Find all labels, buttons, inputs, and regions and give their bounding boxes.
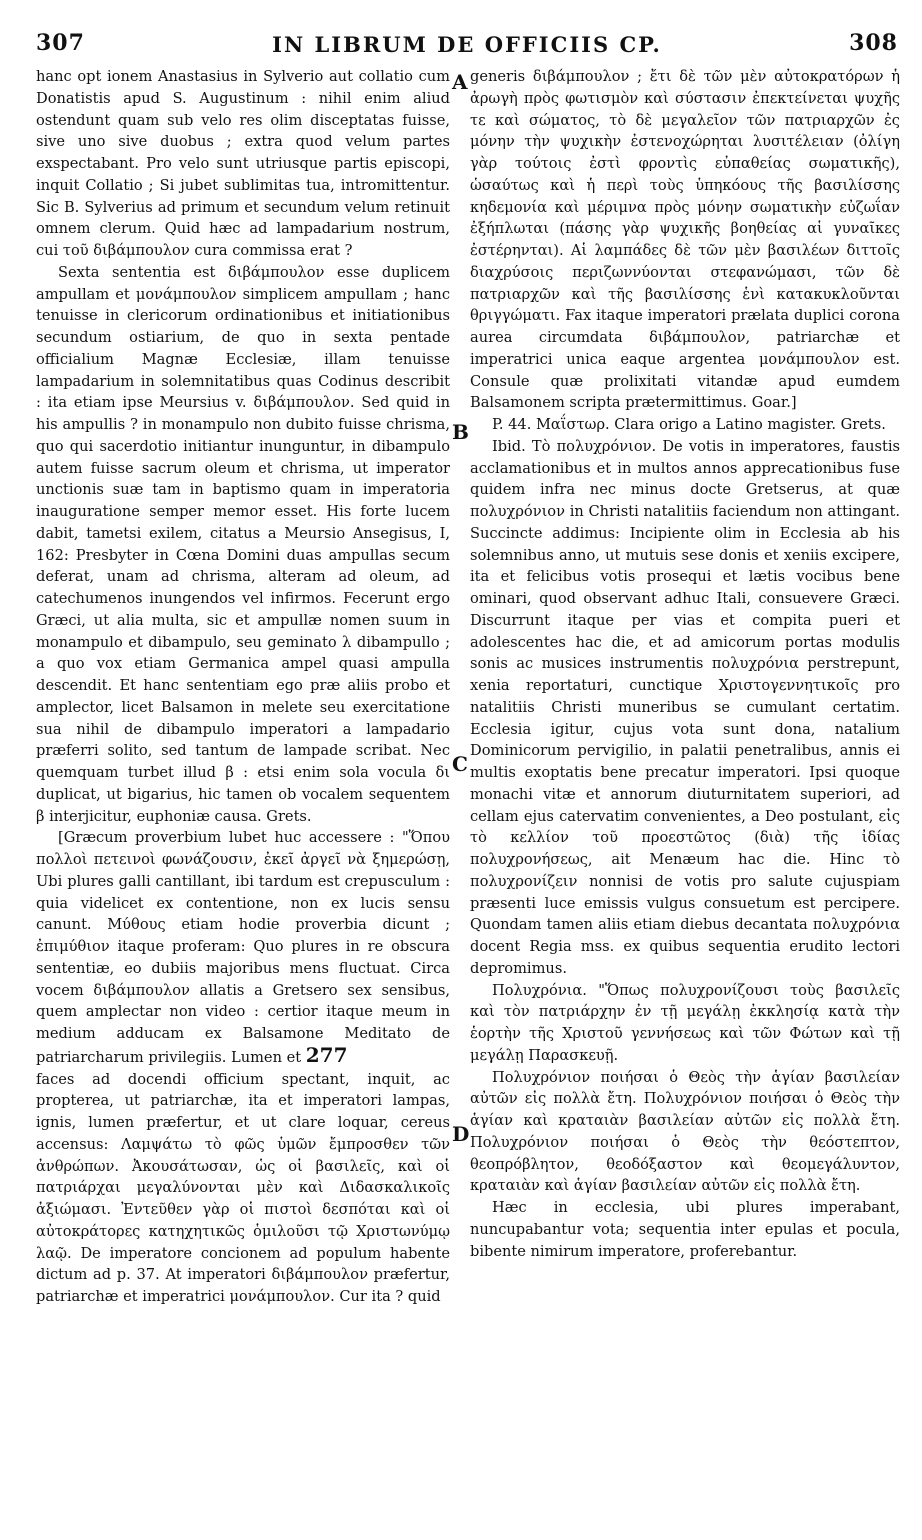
left-page-number: 307 bbox=[36, 30, 85, 56]
right-page-number: 308 bbox=[849, 30, 898, 56]
section-marker-d: D bbox=[452, 1122, 470, 1146]
left-paragraph-3 bbox=[36, 827, 450, 1068]
right-paragraph-1: generis διβάμπουλον ; ἔτι δὲ τῶν μὲν αὐτοκρατόρων ἡ ἀρωγὴ πρὸς φωτισμὸν καὶ σύστασιν ἐπεκτείνεται ψυχῆς τε καὶ σώματος, τὸ δὲ μεγαλεῖον τῶν πατριαρχῶν ἐς μόνην τὴν ψυχικὴν ἐστενοχώρηται λυσιτέλειαν (ὀλίγη γὰρ τούτοις ἐστὶ φροντὶς εὐπαθείας σωματικῆς), ὡσαύτως καὶ ἡ περὶ τοὺς ὑπηκόους τῆς βασιλίσσης κηδεμονία καὶ μέριμνα πρὸς μόνην σωματικὴν εὐζωΐαν ἐξήπλωται (πάσης γὰρ ψυχικῆς βοηθείας αἱ γυναῖκες ἐστέρηνται). Αἱ λαμπάδες δὲ τῶν μὲν βασιλέων διττοῖς διαχρύσοις περιζωννύονται στεφανώμασι, τῶν δὲ πατριαρχῶν καὶ τῆς βασιλίσσης ἑνὶ κατακυκλοῦνται θριγγώματι. Fax itaque imperatori prælata duplici corona aurea circumdata διβάμπουλον, patriarchæ et imperatrici unica eaque argentea μονάμπουλον est. Consule quæ prolixitati vitandæ apud eumdem Balsamonem scripta prætermittimus. Goar.] bbox=[470, 68, 900, 412]
section-marker-a: A bbox=[452, 70, 468, 94]
running-title: IN LIBRUM DE OFFICIIS CP. bbox=[272, 32, 662, 57]
right-paragraph-4: Πολυχρόνια. "Ὅπως πολυχρονίζουσι τοὺς βασιλεῖς καὶ τὸν πατριάρχην ἐν τῇ μεγάλῃ ἐκκλησίᾳ κατὰ τὴν ἑορτὴν τῆς Χριστοῦ γεννήσεως καὶ τῶν Φώτων καὶ τῇ μεγάλῃ Παρασκευῇ. bbox=[470, 981, 900, 1064]
right-paragraph-5: Πολυχρόνιον ποιήσαι ὁ Θεὸς τὴν ἁγίαν βασιλείαν αὐτῶν εἰς πολλὰ ἔτη. Πολυχρόνιον ποιήσαι ὁ Θεὸς τὴν ἁγίαν καὶ κραταιὰν βασιλείαν αὐτῶν εἰς πολλὰ ἔτη. Πολυχρόνιον ποιήσαι ὁ Θεὸς τὴν θεόστεπτον, θεοπρόβλητον, θεοδόξαστον καὶ θεομεγάλυντον, κραταιὰν καὶ ἁγίαν βασιλείαν αὐτῶν εἰς πολλὰ ἔτη. bbox=[470, 1068, 900, 1195]
left-paragraph-2: Sexta sententia est διβάμπουλον esse duplicem ampullam et μονάμπουλον simplicem ampullam ; hanc tenuisse in clericorum ordinationibus et initiationibus secundum ostiarium, de quo in sexta pentade officialium Magnæ Ecclesiæ, illam tenuisse lampadarium in solemnitatibus quas Codinus describit : ita etiam ipse Meursius v. διβάμπουλον. Sed quid in his ampullis ? in monampulo non dubito fuisse chrisma, quo qui sacerdotio initiantur inunguntur, in dibampulo autem fuisse sacrum oleum et chrisma, ut imperator unctionis suæ tam in baptismo quam in imperatoria inauguratione semper memor esset. His forte lucem dabit, tametsi exilem, citatus a Meursio Ansegisus, I, 162: Presbyter in Cœna Domini duas ampullas secum deferat, unam ad chrisma, alteram ad oleum, ad catechumenos inungendos vel infirmos. Fecerunt ergo Græci, ut alia multa, sic et ampullæ nomen suum in monampulo et dibampulo, seu geminato λ dibampullo ; a quo vox etiam Germanica ampel quasi ampulla descendit. Et hanc sententiam ego præ aliis probo et amplector, licet Balsamon in melete seu exercitatione sua nihil de dibampulo imperatori a lampadario præferri solito, sed tantum de lampade scribat. Nec quemquam turbet illud β : etsi enim sola vocula δι duplicat, ut bigarius, hic tamen ob vocalem sequentem β interjicitur, euphoniæ causa. Grets. bbox=[36, 263, 450, 825]
left-column bbox=[36, 66, 450, 1308]
marginal-number: 277 bbox=[305, 1042, 348, 1067]
right-paragraph-6: Hæc in ecclesia, ubi plures imperabant, nuncupabantur vota; sequentia inter epulas et pocula, bibente nimirum imperatore, proferebantur. bbox=[470, 1199, 900, 1260]
left-paragraph-1: hanc opt ionem Anastasius in Sylverio aut collatio cum Donatistis apud S. Augustinum : nihil enim aliud ostendunt quam sub velo res olim disceptatas fuisse, sive uno sive duobus ; extra quod velum partes exspectabant. Pro velo sunt utriusque partis episcopi, inquit Collatio ; Si jubet sublimitas tua, intromittentur. Sic B. Sylverius ad primum et secundum velum retinuit omnem clerum. Quid hæc ad lampadarium nostrum, cui τοῦ διβάμπουλον cura commissa erat ? bbox=[36, 68, 450, 259]
left-paragraph-4: faces ad docendi officium spectant, inquit, ac propterea, ut patriarchæ, ita et imperatori lampas, ignis, lumen præfertur, et ut clare loquar, cereus accensus: Λαμψάτω τὸ φῶς ὑμῶν ἔμπροσθεν τῶν ἀνθρώπων. Ἀκουσάτωσαν, ὡς οἱ βασιλεῖς, καὶ οἱ πατριάρχαι μεγαλύνονται μὲν καὶ Διδασκαλικοῖς ἀξιώμασι. Ἐντεῦθεν γὰρ οἱ πιστοὶ δεσπόται καὶ οἱ αὐτοκράτορες κατηχητικῶς ὁμιλοῦσι τῷ Χριστωνύμῳ λαῷ. De imperatore concionem ad populum habente dictum ad p. 37. At imperatori διβάμπουλον præfertur, patriarchæ et imperatrici μονάμπουλον. Cur ita ? quid bbox=[36, 1070, 450, 1305]
section-marker-c: C bbox=[452, 752, 468, 776]
right-column bbox=[470, 66, 900, 1262]
right-paragraph-3: Ibid. Τὸ πολυχρόνιον. De votis in imperatores, faustis acclamationibus et in multos annos apprecationibus fuse quidem infra nec minus docte Gretserus, at quæ πολυχρόνιον in Christi natalitiis faciendum non attingant. Succincte addimus: Incipiente olim in Ecclesia ab his solemnibus anno, ut mutuis sese donis et xeniis excipere, ita et felicibus votis prosequi et lætis vocibus bene ominari, quod observant adhuc Itali, consuevere Græci. Discurrunt itaque per vias et compita pueri et adolescentes hac die, et ad amicorum portas modulis sonis ac musices instrumentis πολυχρόνια perstrepunt, xenia reportaturi, cunctique Χριστογεννητικοῖς pro natalitiis Christi muneribus se cumulant certatim. Ecclesia igitur, cujus vota sunt dona, natalium Dominicorum pervigilio, in palatii penetralibus, annis ei multis exoptatis bene precatur imperatori. Ipsi quoque monachi vitæ et annorum diuturnitatem superiori, ad cellam ejus catervatim convenientes, a Deo postulant, εἰς τὸ κελλίον τοῦ προεστῶτος (διὰ) τῆς ἰδίας πολυχρονήσεως, ait Menæum hac die. Hinc τὸ πολυχρονίζειν nonnisi de votis pro salute cujuspiam præsenti luce emissis vulgus consuetum est percipere. Quondam tamen aliis etiam diebus decantata πολυχρόνια docent Regia mss. ex quibus sequentia erudito lectori depromimus. bbox=[470, 437, 900, 977]
right-paragraph-2: P. 44. Μαΐστωρ. Clara origo a Latino magister. Grets. bbox=[492, 416, 886, 433]
running-header bbox=[36, 30, 898, 64]
left-paragraph-3-text: [Græcum proverbium lubet huc accessere : "Ὅπου πολλοὶ πετεινοὶ φωνάζουσιν, ἐκεῖ ἀργεῖ νὰ ξημερώσῃ, Ubi plures galli cantillant, ibi tardum est crepusculum : quia videlicet ex contentione, non ex lucis sensu canunt. Μύθους etiam hodie proverbia dicunt ; ἐπιμύθιον itaque proferam: Quo plures in re obscura sententiæ, eo dubiis majoribus mens fluctuat. Circa vocem διβάμπουλον allatis a Gretsero sex sensibus, quem amplectar non video : certior itaque meum in medium adducam ex Balsamone Meditato de patriarcharum privilegiis. Lumen et bbox=[36, 829, 450, 1066]
section-marker-b: B bbox=[452, 420, 469, 444]
